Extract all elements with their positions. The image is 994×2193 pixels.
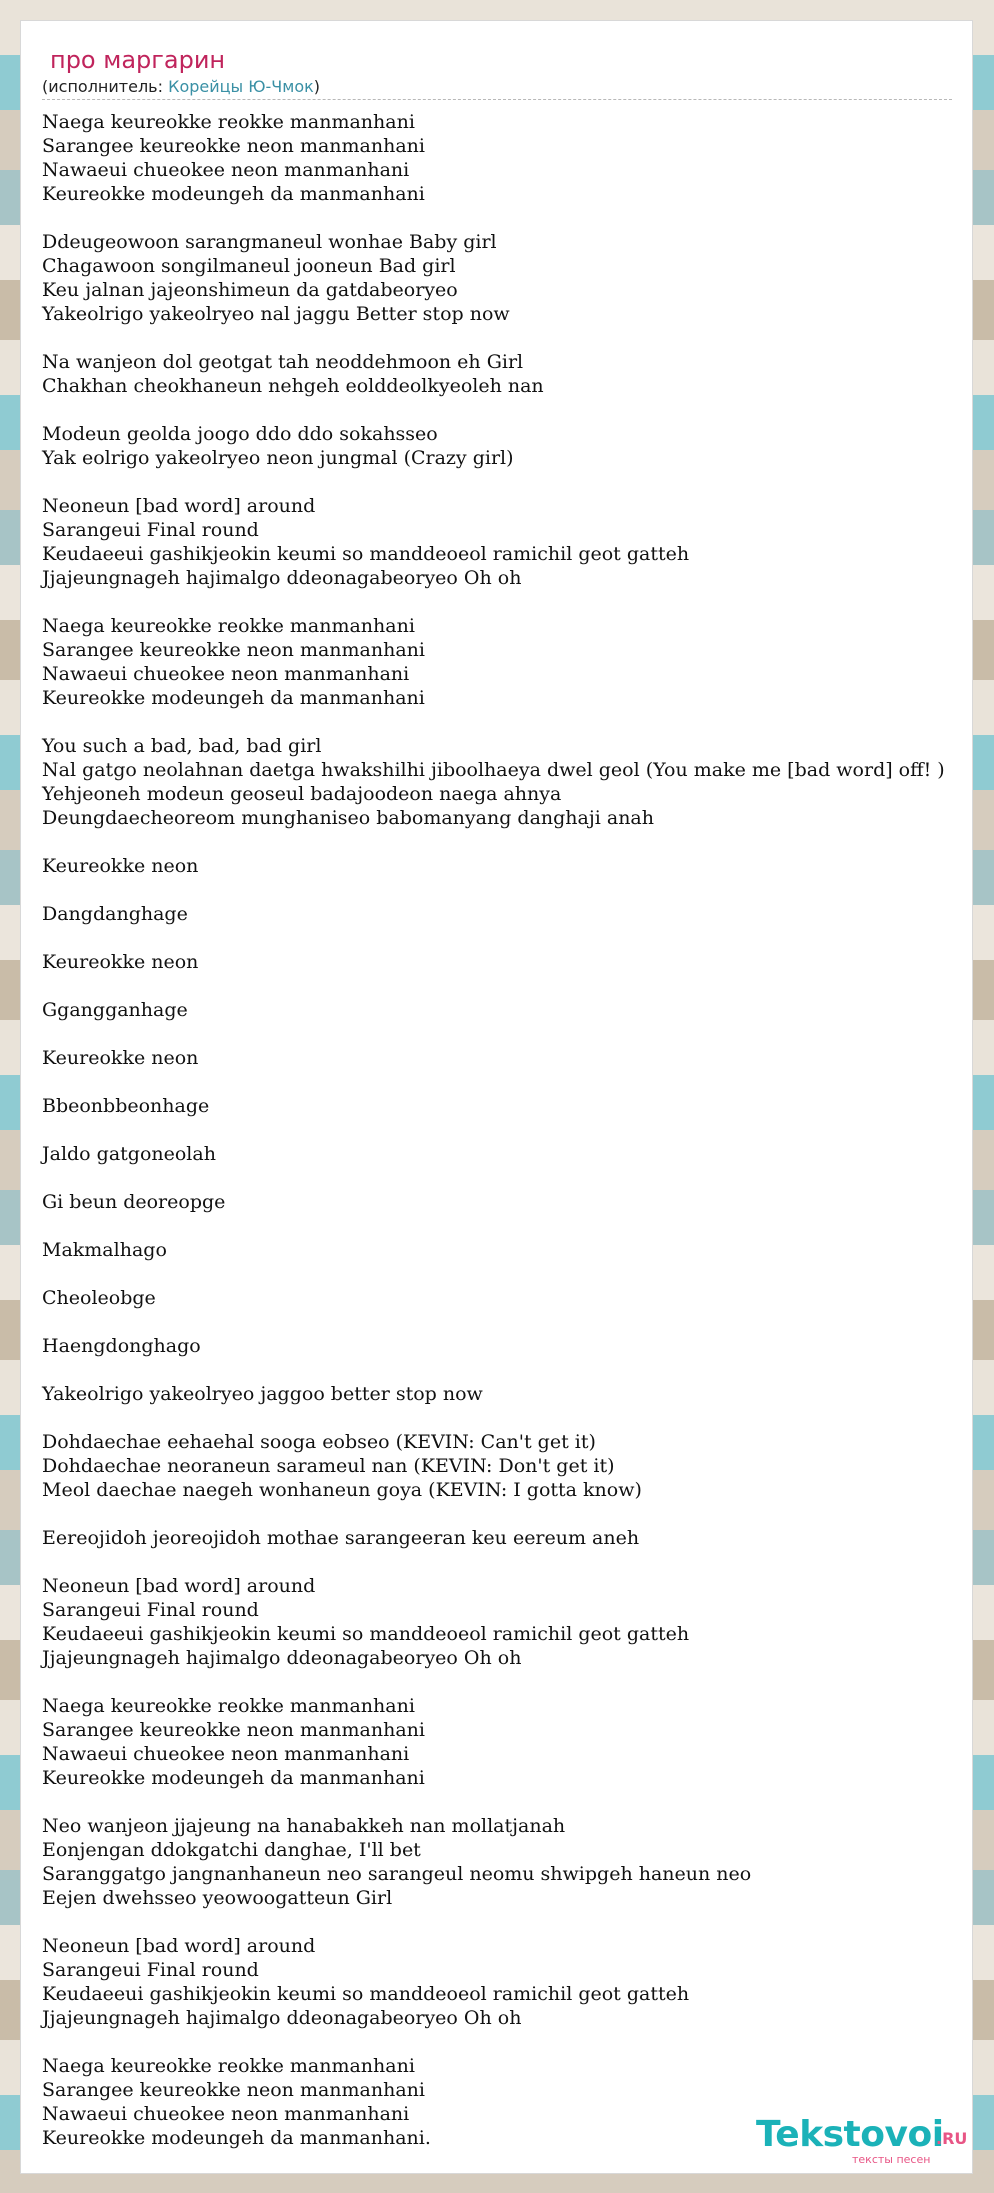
- lyric-line: Naega keureokke reokke manmanhani: [42, 111, 415, 133]
- lyric-line: Keureokke neon: [42, 1047, 199, 1069]
- lyric-line: Naega keureokke reokke manmanhani: [42, 1695, 415, 1717]
- lyric-line: Keudaeeui gashikjeokin keumi so manddeoeol ramichil geot gatteh: [42, 1623, 690, 1645]
- lyric-line: Yak eolrigo yakeolryeo neon jungmal (Crazy girl): [42, 447, 514, 469]
- lyrics-stanza: [42, 1526, 952, 1550]
- lyric-line: Na wanjeon dol geotgat tah neoddehmoon eh Girl: [42, 351, 524, 373]
- logo-tagline: тексты песен: [852, 2153, 931, 2166]
- lyrics-stanza: [42, 902, 952, 926]
- lyric-line: Yakeolrigo yakeolryeo nal jaggu Better stop now: [42, 303, 510, 325]
- lyric-line: Yehjeoneh modeun geoseul badajoodeon naega ahnya: [42, 783, 562, 805]
- lyric-line: Keureokke modeungeh da manmanhani: [42, 183, 425, 205]
- lyric-line: Dohdaechae eehaehal sooga eobseo (KEVIN: Can't get it): [42, 1431, 596, 1453]
- lyric-line: Jjajeungnageh hajimalgo ddeonagabeoryeo Oh oh: [42, 567, 522, 589]
- lyric-line: Keureokke modeungeh da manmanhani.: [42, 2127, 431, 2149]
- lyrics-stanza: [42, 1238, 952, 1262]
- lyrics-stanza: [42, 1430, 952, 1502]
- lyric-line: Makmalhago: [42, 1239, 167, 1261]
- lyric-line: Jjajeungnageh hajimalgo ddeonagabeoryeo Oh oh: [42, 2007, 522, 2029]
- lyric-line: Haengdonghago: [42, 1335, 201, 1357]
- lyrics-stanza: [42, 1934, 952, 2030]
- lyric-line: Sarangeui Final round: [42, 1959, 259, 1981]
- lyric-line: Nawaeui chueokee neon manmanhani: [42, 663, 410, 685]
- lyric-line: Keu jalnan jajeonshimeun da gatdabeoryeo: [42, 279, 458, 301]
- lyric-line: Nawaeui chueokee neon manmanhani: [42, 2103, 410, 2125]
- lyric-line: Dohdaechae neoraneun sarameul nan (KEVIN: Don't get it): [42, 1455, 615, 1477]
- lyrics-stanza: [42, 1334, 952, 1358]
- lyric-line: Sarangee keureokke neon manmanhani: [42, 1719, 425, 1741]
- lyric-line: Ggangganhage: [42, 999, 188, 1021]
- artist-link[interactable]: Корейцы Ю-Чмок: [168, 77, 314, 96]
- lyrics-stanza: [42, 230, 952, 326]
- artist-line: [42, 77, 952, 100]
- lyrics-stanza: [42, 350, 952, 398]
- lyric-line: Neoneun [bad word] around: [42, 495, 316, 517]
- lyric-line: Modeun geolda joogo ddo ddo sokahsseo: [42, 423, 438, 445]
- lyric-line: Jaldo gatgoneolah: [42, 1143, 216, 1165]
- lyrics-stanza: [42, 1094, 952, 1118]
- lyrics-stanza: [42, 1694, 952, 1790]
- lyrics-stanza: [42, 1142, 952, 1166]
- lyric-line: Neo wanjeon jjajeung na hanabakkeh nan mollatjanah: [42, 1815, 566, 1837]
- lyrics-body: [42, 110, 952, 2150]
- lyric-line: Sarangeui Final round: [42, 1599, 259, 1621]
- lyrics-stanza: [42, 1190, 952, 1214]
- lyric-line: Eejen dwehsseo yeowoogatteun Girl: [42, 1887, 393, 1909]
- lyrics-stanza: [42, 494, 952, 590]
- lyric-line: Deungdaecheoreom munghaniseo babomanyang danghaji anah: [42, 807, 654, 829]
- lyrics-stanza: [42, 1286, 952, 1310]
- lyric-line: Jjajeungnageh hajimalgo ddeonagabeoryeo Oh oh: [42, 1647, 522, 1669]
- lyric-line: Gi beun deoreopge: [42, 1191, 226, 1213]
- lyrics-stanza: [42, 110, 952, 206]
- lyrics-stanza: [42, 614, 952, 710]
- lyric-line: Neoneun [bad word] around: [42, 1935, 316, 1957]
- lyric-line: Cheoleobge: [42, 1287, 156, 1309]
- lyric-line: Neoneun [bad word] around: [42, 1575, 316, 1597]
- lyric-line: Eereojidoh jeoreojidoh mothae sarangeeran keu eereum aneh: [42, 1527, 640, 1549]
- lyrics-stanza: [42, 1814, 952, 1910]
- lyric-line: Yakeolrigo yakeolryeo jaggoo better stop now: [42, 1383, 483, 1405]
- lyric-line: Meol daechae naegeh wonhaneun goya (KEVIN: I gotta know): [42, 1479, 642, 1501]
- lyrics-stanza: [42, 1046, 952, 1070]
- lyric-line: Keureokke neon: [42, 855, 199, 877]
- lyrics-stanza: [42, 950, 952, 974]
- logo-tld: .RU: [936, 2129, 968, 2148]
- lyric-line: Nawaeui chueokee neon manmanhani: [42, 159, 410, 181]
- site-logo[interactable]: [756, 2115, 966, 2167]
- lyrics-stanza: [42, 1574, 952, 1670]
- artist-prefix: (исполнитель:: [42, 77, 169, 96]
- lyric-line: Eonjengan ddokgatchi danghae, I'll bet: [42, 1839, 421, 1861]
- lyric-line: Dangdanghage: [42, 903, 188, 925]
- lyric-line: You such a bad, bad, bad girl: [42, 735, 322, 757]
- song-title: про маргарин: [50, 46, 226, 74]
- lyric-line: Keudaeeui gashikjeokin keumi so manddeoeol ramichil geot gatteh: [42, 1983, 690, 2005]
- logo-wordmark: Tekstovoi: [756, 2114, 944, 2155]
- lyric-line: Keureokke neon: [42, 951, 199, 973]
- lyrics-stanza: [42, 998, 952, 1022]
- lyric-line: Nawaeui chueokee neon manmanhani: [42, 1743, 410, 1765]
- lyric-line: Saranggatgo jangnanhaneun neo sarangeul neomu shwipgeh haneun neo: [42, 1863, 752, 1885]
- lyrics-stanza: [42, 1382, 952, 1406]
- artist-suffix: ): [313, 77, 321, 96]
- lyric-line: Keureokke modeungeh da manmanhani: [42, 687, 425, 709]
- lyric-line: Sarangee keureokke neon manmanhani: [42, 639, 425, 661]
- lyrics-stanza: [42, 422, 952, 470]
- lyric-line: Keureokke modeungeh da manmanhani: [42, 1767, 425, 1789]
- lyrics-sheet: [21, 21, 972, 2173]
- lyric-line: Keudaeeui gashikjeokin keumi so manddeoeol ramichil geot gatteh: [42, 543, 690, 565]
- lyric-line: Sarangee keureokke neon manmanhani: [42, 135, 425, 157]
- lyric-line: Sarangee keureokke neon manmanhani: [42, 2079, 425, 2101]
- lyric-line: Sarangeui Final round: [42, 519, 259, 541]
- lyric-line: Ddeugeowoon sarangmaneul wonhae Baby girl: [42, 231, 497, 253]
- lyric-line: Nal gatgo neolahnan daetga hwakshilhi jiboolhaeya dwel geol (You make me [bad word] off! ): [42, 759, 945, 781]
- lyrics-stanza: [42, 734, 952, 830]
- lyric-line: Naega keureokke reokke manmanhani: [42, 2055, 415, 2077]
- lyric-line: Chakhan cheokhaneun nehgeh eolddeolkyeoleh nan: [42, 375, 544, 397]
- lyric-line: Chagawoon songilmaneul jooneun Bad girl: [42, 255, 456, 277]
- lyric-line: Naega keureokke reokke manmanhani: [42, 615, 415, 637]
- lyrics-stanza: [42, 854, 952, 878]
- lyric-line: Bbeonbbeonhage: [42, 1095, 210, 1117]
